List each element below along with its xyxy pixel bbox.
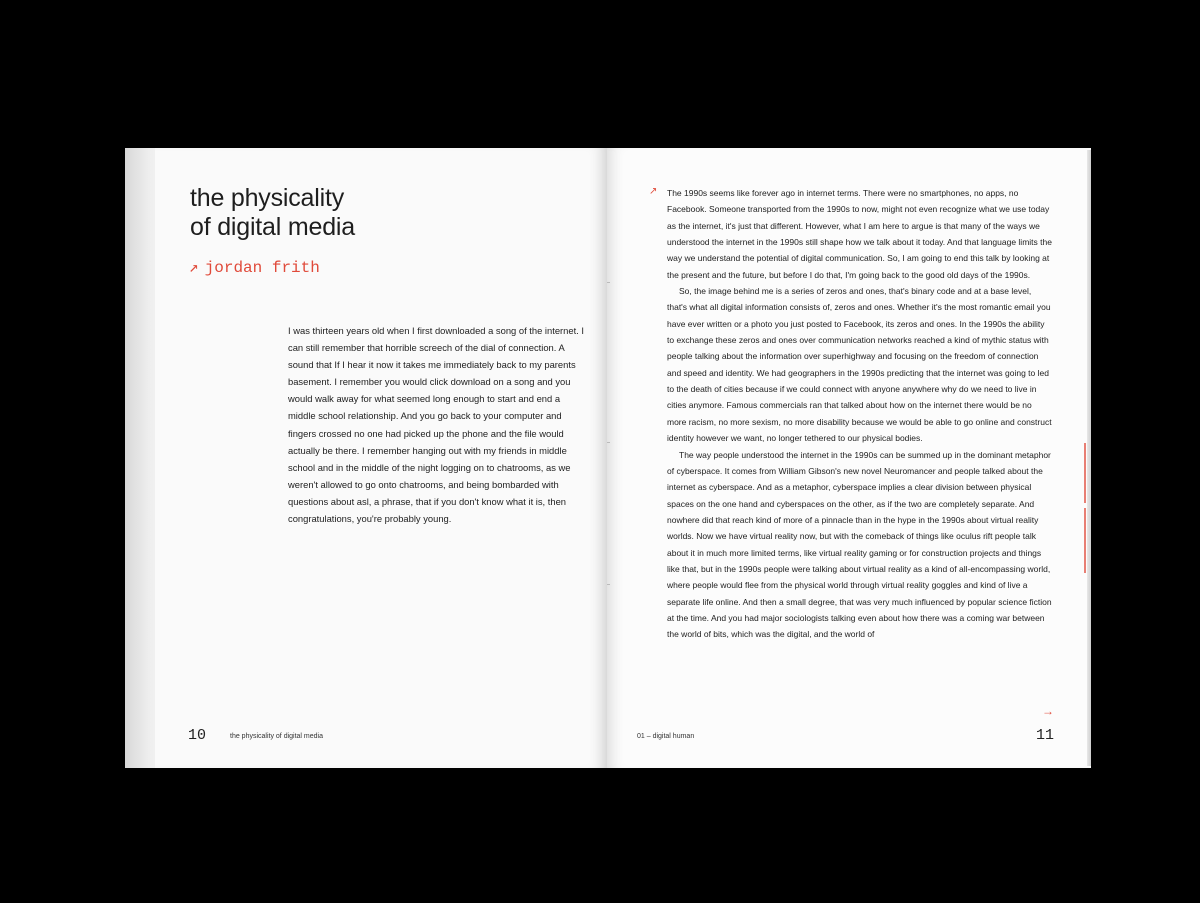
body-paragraph: The 1990s seems like forever ago in internet terms. There were no smartphones, no apps, no Facebook. Someone transported from the 1990s to now, might not even recognize what we use today as the internet, it's just that different. However, what I am here to argue is that many of the ways we understood the internet in the 1990s still shape how we talk about it today. And that language limits the way we understand the potential of digital communication. So, I am going to end this talk by looking at the present and the future, but before I do that, I'm going back to the good old days of the 1990s. [667, 188, 1052, 280]
body-paragraph: The way people understood the internet in the 1990s can be summed up in the dominant metaphor of cyberspace. It comes from William Gibson's new novel Neuromancer and people talked about the internet as cyberspace. And as a metaphor, cyberspace implies a clear division between physical spaces on the one hand and cyberspaces on the other, as if the two are completely separate. And nowhere did that reach kind of more of a pinnacle than in the hype in the 1990s about virtual reality worlds. Now we have virtual reality now, but with the comeback of things like oculus rift people talk about it in much more limited terms, like virtual reality gaming or for construction projects and things like that, but in the 1990s people were talking about virtual reality as a kind of all-encompassing world, where people would flee from the physical world through virtual reality goggles and kind of live a separate life online. And then a small degree, that was very much influenced by popular science fiction at the time. And you had major sociologists talking even about how there was a coming war between the world of bits, which was the digital, and the world of [667, 449, 1052, 640]
page-number-right: 11 [1035, 727, 1054, 744]
arrow-northeast-icon: ↗ [649, 186, 658, 197]
body-paragraph: So, the image behind me is a series of zeros and ones, that's binary code and at a base level, that's what all digital information consists of, zeros and ones. Whether it's the most romantic email you have ever written or a photo you just posted to Facebook, its zeros and ones. In the 1990s the ability to exchange these zeros and ones over communication networks reached a kind of mythic status with people talking about the information over superhighway and focusing on the freedom of connection and speed and identity. We had geographers in the 1990s predicting that the internet was going to led to the death of cities because if we could connect with anyone anywhere why do we need to live in cities anymore. Famous commercials ran that talked about how on the internet there would be no more racism, no more sexism, no more disability because we would be able to go online and construct identity however we want, no longer tethered to our physical bodies. [667, 286, 1052, 444]
arrow-right-icon: → [1042, 704, 1054, 718]
running-title-right: 01 – digital human [637, 733, 695, 740]
article-title [190, 184, 355, 242]
page-stack-edge [1087, 150, 1091, 766]
gutter-mark [607, 584, 610, 585]
author-byline [189, 257, 320, 277]
page-number-left: 10 [188, 727, 207, 744]
running-title-left: the physicality of digital media [230, 733, 323, 740]
gutter-mark [607, 442, 610, 443]
right-page [607, 148, 1091, 768]
page-tab-mark [1084, 508, 1086, 573]
author-name: jordan frith [204, 259, 320, 277]
intro-paragraph [288, 322, 588, 527]
gutter-mark [607, 282, 610, 283]
body-text-column [667, 185, 1052, 643]
title-line-2: of digital media [190, 213, 355, 241]
arrow-northeast-icon: ↗ [189, 259, 199, 277]
page-tab-mark [1084, 443, 1086, 503]
left-page [155, 148, 607, 768]
book-spread [125, 148, 1091, 768]
intro-text: I was thirteen years old when I first downloaded a song of the internet. I can still remember that horrible screech of the dial of connection. A sound that If I hear it now it takes me immediately back to my parents basement. I remember you would click download on a song and you would walk away for what seemed long enough to start and end a middle school relationship. And you go back to your computer and fingers crossed no one had picked up the phone and the file would actually be there. I remember hanging out with my friends in middle school and in the middle of the night logging on to chatrooms, as we weren't allowed to go onto chatrooms, and being bombarded with questions about asl, a phrase, that if you don't know what it is, then congratulations, you're probably young. [288, 325, 585, 525]
title-line-1: the physicality [190, 184, 345, 212]
